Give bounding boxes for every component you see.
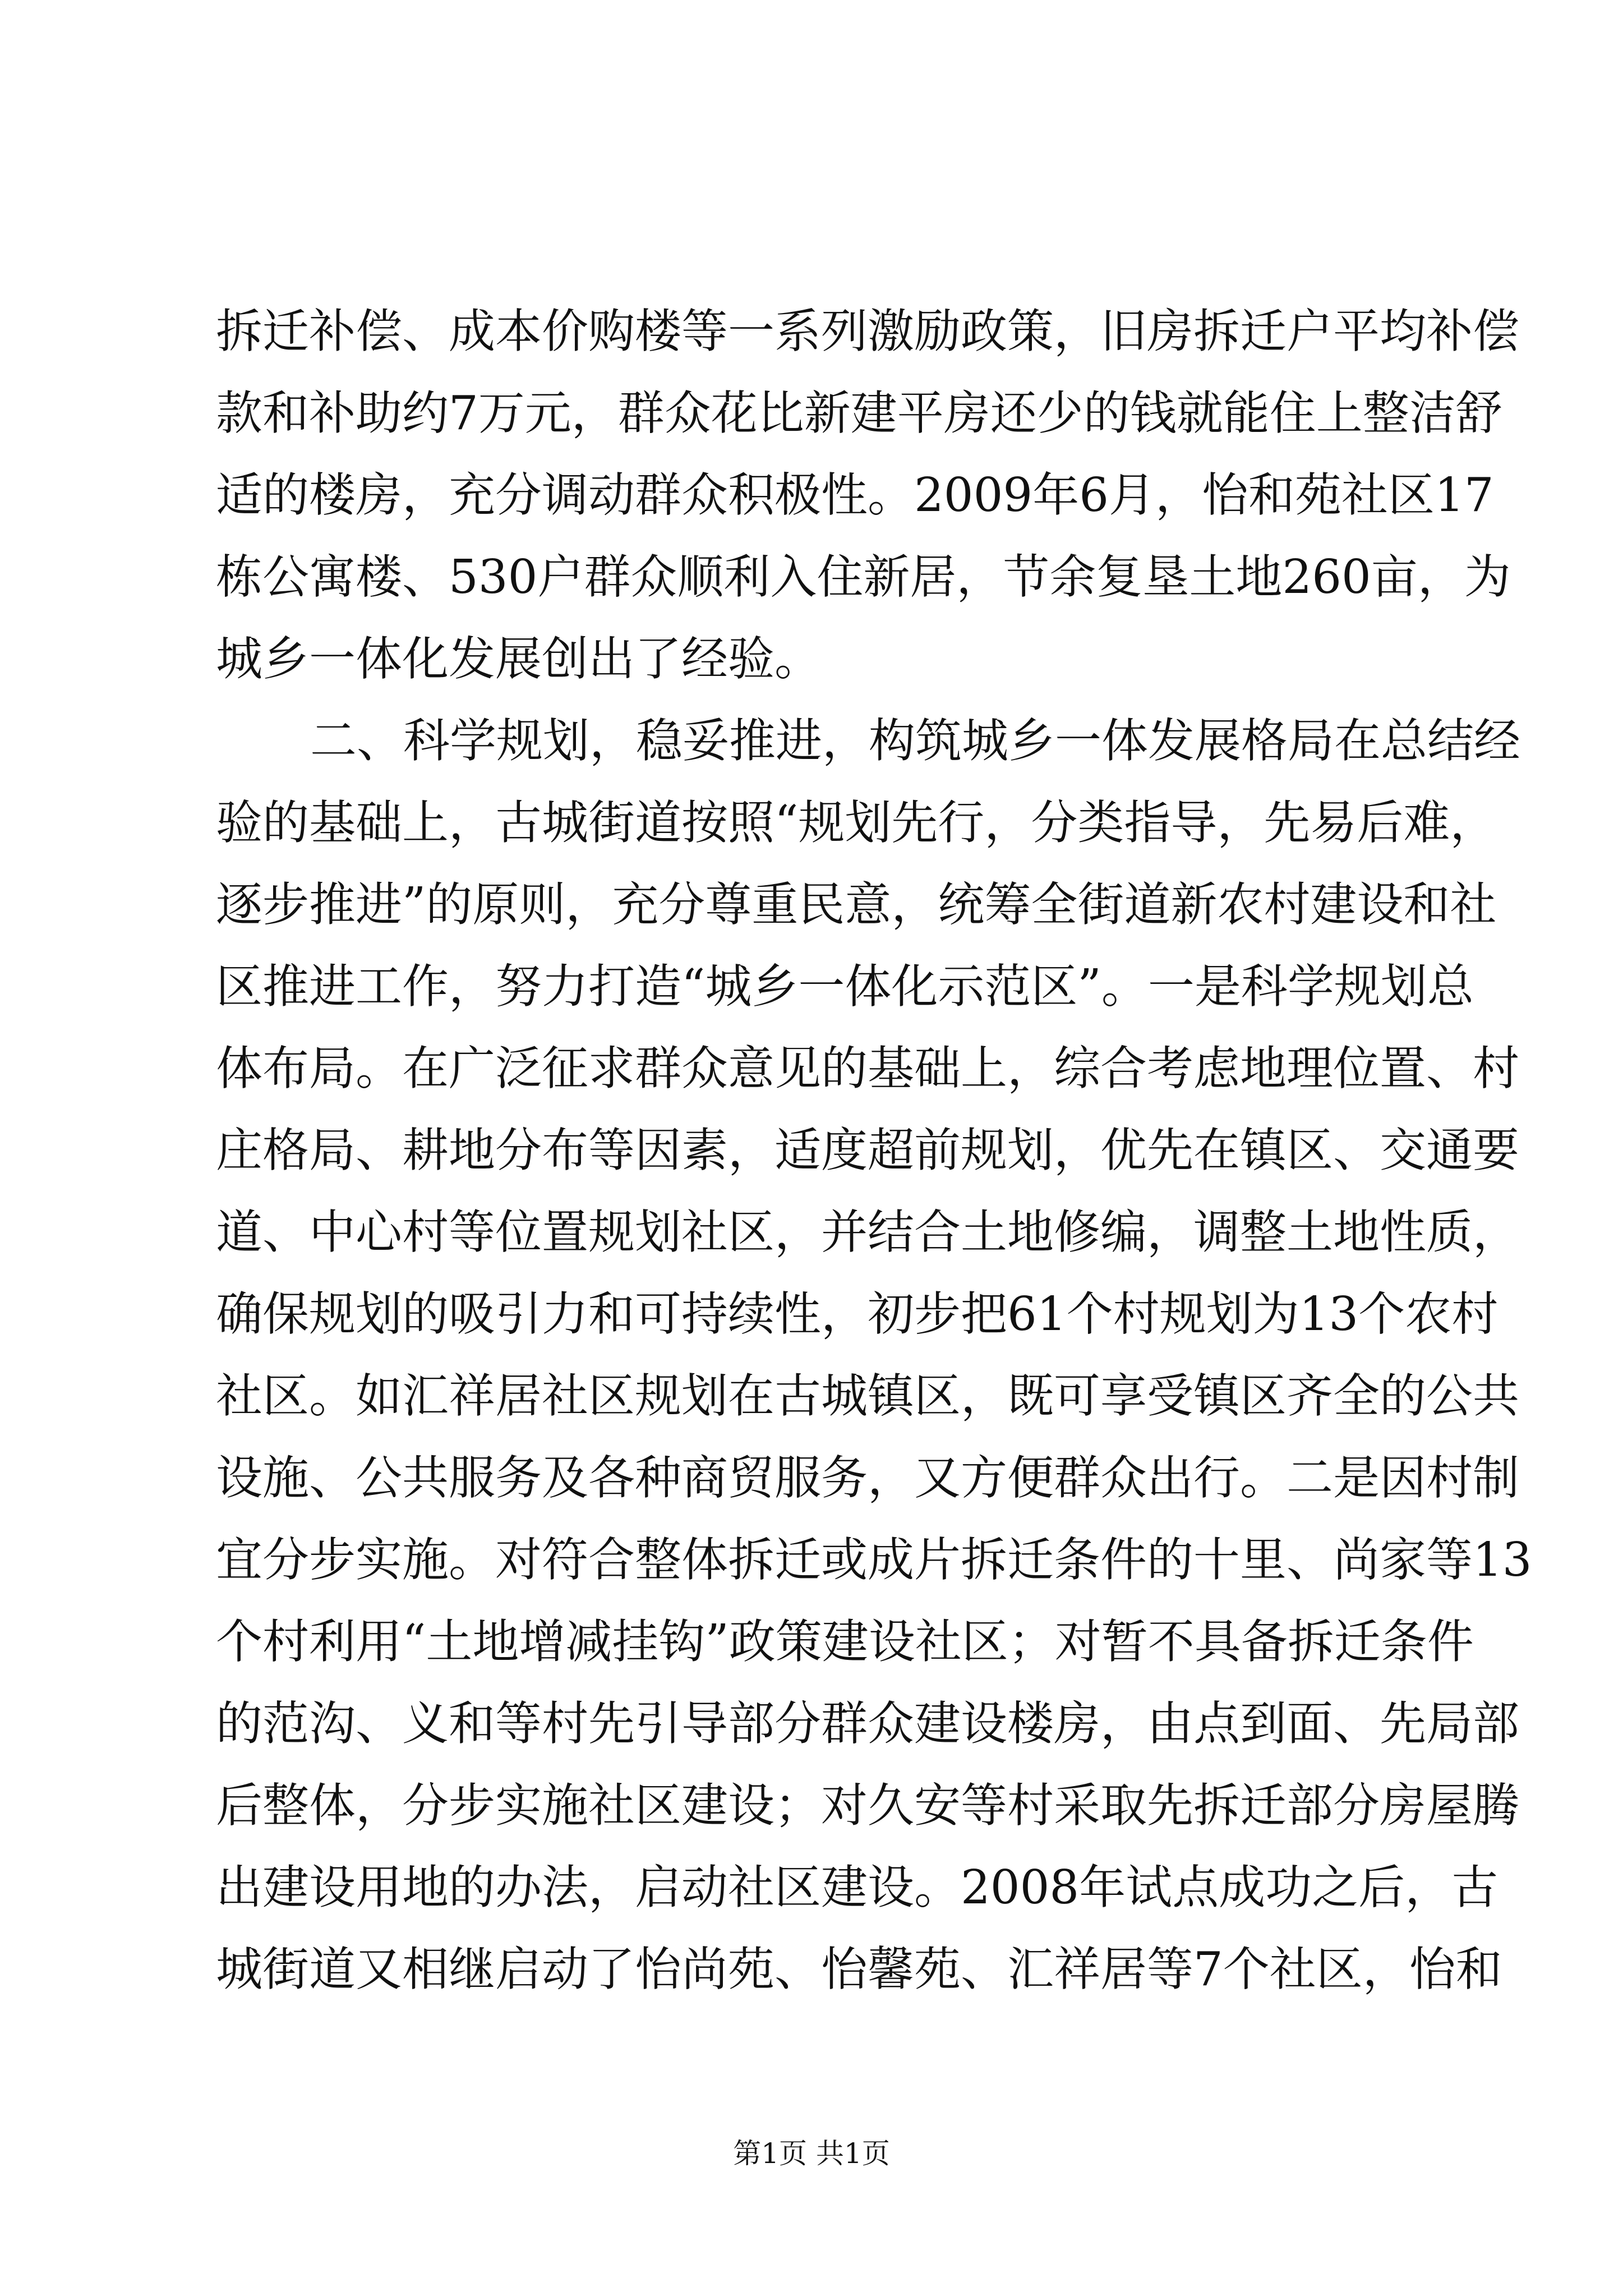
text-line-15: 设施、公共服务及各种商贸服务，又方便群众出行。二是因村制 [216,1451,1519,1505]
text-line-16: 宜分步实施。对符合整体拆迁或成片拆迁条件的十里、尚家等13 [216,1533,1532,1587]
text-line-13: 确保规划的吸引力和可持续性，初步把61个村规划为13个农村 [216,1287,1498,1341]
text-line-11: 庄格局、耕地分布等因素，适度超前规划，优先在镇区、交通要 [216,1123,1519,1177]
text-line-20: 出建设用地的办法，启动社区建设。2008年试点成功之后，古 [216,1860,1498,1915]
text-line-19: 后整体，分步实施社区建设；对久安等村采取先拆迁部分房屋腾 [216,1778,1519,1833]
section-heading-line: 二、科学规划，稳妥推进，构筑城乡一体发展格局在总结经 [310,714,1520,768]
text-line-5: 城乡一体化发展创出了经验。 [216,632,821,686]
text-line-12: 道、中心村等位置规划社区，并结合土地修编，调整土地性质， [216,1205,1519,1259]
page-footer [0,2134,1623,2173]
body-text [216,291,1532,2010]
text-line-21: 城街道又相继启动了怡尚苑、怡馨苑、汇祥居等7个社区，怡和 [216,1942,1502,1996]
text-line-10: 体布局。在广泛征求群众意见的基础上，综合考虑地理位置、村 [216,1041,1519,1096]
text-line-7: 验的基础上，古城街道按照“规划先行，分类指导，先易后难， [216,795,1497,850]
text-line-2: 款和补助约7万元，群众花比新建平房还少的钱就能住上整洁舒 [216,386,1502,440]
text-line-4: 栋公寓楼、530户群众顺利入住新居，节余复垦土地260亩，为 [216,550,1511,604]
page-number-text: 第1页 共1页 [733,2137,890,2170]
text-line-14: 社区。如汇祥居社区规划在古城镇区，既可享受镇区齐全的公共 [216,1369,1519,1423]
text-line-17: 个村利用“土地增减挂钩”政策建设社区；对暂不具备拆迁条件 [216,1614,1474,1669]
text-line-18: 的范沟、义和等村先引导部分群众建设楼房，由点到面、先局部 [216,1696,1519,1751]
text-line-8: 逐步推进”的原则，充分尊重民意，统筹全街道新农村建设和社 [216,877,1497,932]
text-line-3: 适的楼房，充分调动群众积极性。2009年6月，怡和苑社区17 [216,468,1494,522]
text-line-1: 拆迁补偿、成本价购楼等一系列激励政策，旧房拆迁户平均补偿 [216,304,1519,358]
text-line-9: 区推进工作，努力打造“城乡一体化示范区”。一是科学规划总 [216,959,1474,1014]
